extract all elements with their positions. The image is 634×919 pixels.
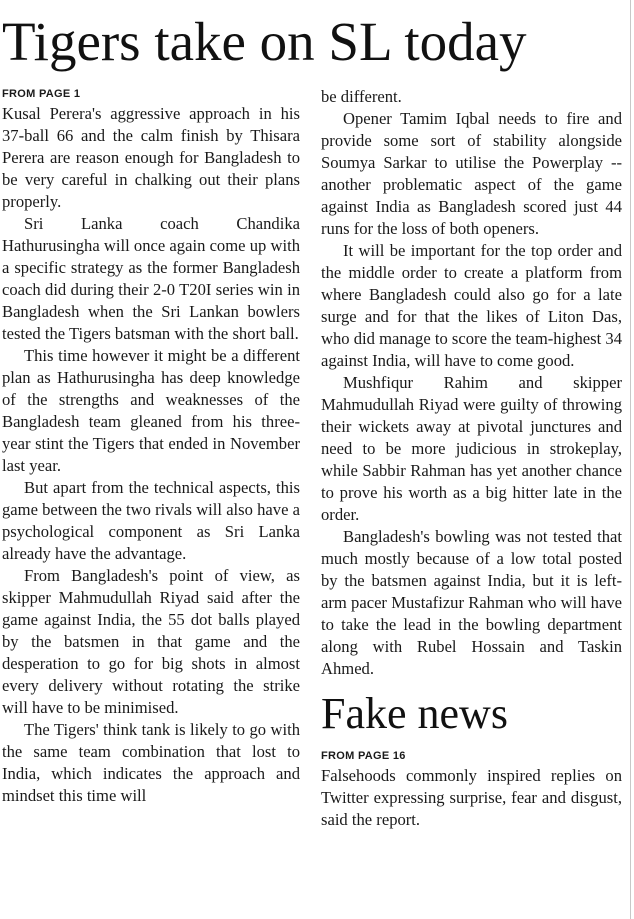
story-continuation: be different. [321,87,402,106]
story-paragraph: From Bangladesh's point of view, as skipper Mahmudullah Riyad said after the game against India, the 55 dot balls played by the batsmen in that game and the desperation to go for big shots in almost every delivery without rotating the strike will have to be minimised. [2,566,300,717]
second-story-paragraph: Falsehoods commonly inspired replies on Twitter expressing surprise, fear and disgust, said the report. [321,766,622,829]
story-paragraph: It will be important for the top order and the middle order to create a platform from where Bangladesh could also go for a late surge and for that the likes of Liton Das, who did manage to score the team-highest 34 against India, will have to come good. [321,241,622,370]
story-paragraph: Bangladesh's bowling was not tested that much mostly because of a low total posted by the batsmen against India, but it is left-arm pacer Mustafizur Rahman who will have to take the lead in the bowling department along with Rubel Hossain and Taskin Ahmed. [321,527,622,678]
story-kicker: FROM PAGE 1 [2,88,81,100]
story-paragraph: Opener Tamim Iqbal needs to fire and provide some sort of stability alongside Soumya Sarkar to utilise the Powerplay -- another problematic aspect of the game against India as Bangladesh scored just 44 runs for the loss of both openers. [321,109,622,238]
story-paragraph: This time however it might be a different plan as Hathurusingha has deep knowledge of the strengths and weaknesses of the Bangladesh team gleaned from his three-year stint the Tigers that ended in November last year. [2,346,300,475]
story-paragraph: Sri Lanka coach Chandika Hathurusingha will once again come up with a specific strategy as the former Bangladesh coach did during their 2-0 T20I series win in Bangladesh when the Sri Lankan bowlers tested the Tigers batsman with the short ball. [2,214,300,343]
column-rule [630,0,631,919]
story-paragraph: But apart from the technical aspects, this game between the two rivals will also have a psychological component as Sri Lanka already have the advantage. [2,478,300,563]
second-story-headline: Fake news [321,689,508,738]
story-paragraph: Kusal Perera's aggressive approach in his 37-ball 66 and the calm finish by Thisara Perera are reason enough for Bangladesh to be very careful in chalking out their plans properly. [2,104,300,211]
page-headline: Tigers take on SL today [2,11,527,72]
left-column [2,86,300,919]
story-paragraph: Mushfiqur Rahim and skipper Mahmudullah Riyad were guilty of throwing their wickets away at pivotal junctures and need to be more judicious in strokeplay, while Sabbir Rahman has yet another chance to prove his worth as a big hitter late in the order. [321,373,622,524]
second-story-kicker: FROM PAGE 16 [321,750,406,762]
right-column [321,86,622,919]
story-paragraph: The Tigers' think tank is likely to go with the same team combination that lost to India, which indicates the approach and mindset this time will [2,720,300,805]
